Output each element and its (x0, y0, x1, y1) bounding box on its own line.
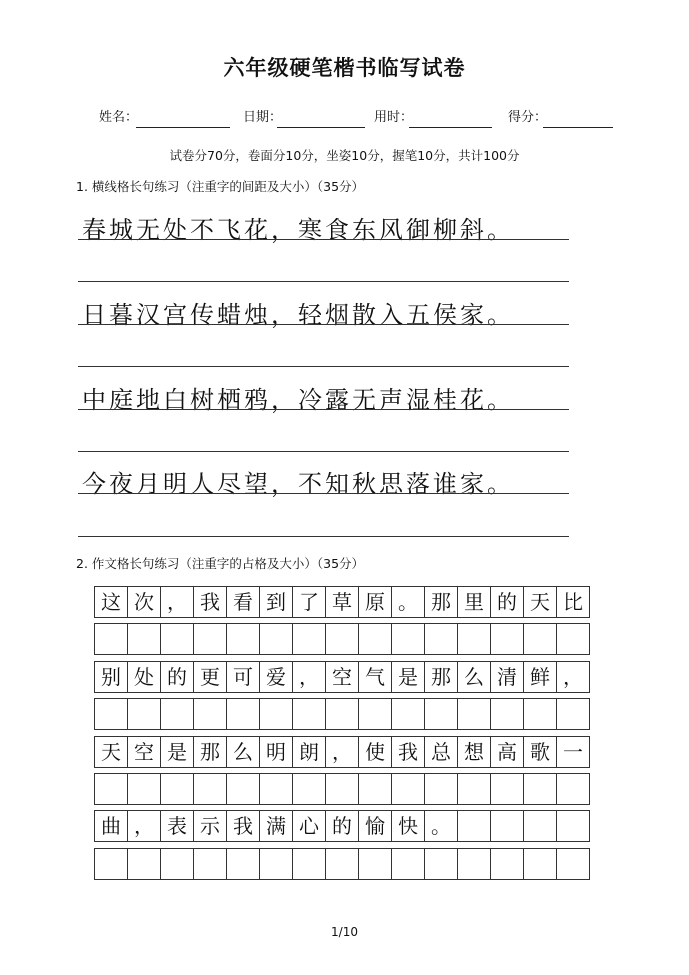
grid-cell: 空 (128, 737, 161, 767)
grid-cell (326, 849, 359, 879)
practice-line (78, 281, 569, 282)
grid-cell: 的 (326, 811, 359, 841)
grid-cell (194, 774, 227, 804)
grid-cell (293, 624, 326, 654)
grid-row (94, 810, 590, 842)
grid-cell: 的 (161, 662, 194, 692)
grid-cell (128, 774, 161, 804)
grid-cell: 总 (425, 737, 458, 767)
grid-cell: 歌 (524, 737, 557, 767)
grid-cell: 空 (326, 662, 359, 692)
grid-cell: ， (161, 587, 194, 617)
grid-cell: 天 (524, 587, 557, 617)
grid-cell: 示 (194, 811, 227, 841)
grid-cell (260, 774, 293, 804)
grid-cell (491, 774, 524, 804)
grid-cell: 别 (95, 662, 128, 692)
grid-cell (161, 699, 194, 729)
grid-cell (557, 849, 590, 879)
grid-row (94, 623, 590, 655)
grid-cell (557, 774, 590, 804)
grid-cell: ， (293, 662, 326, 692)
grid-cell: 天 (95, 737, 128, 767)
grid-cell: 更 (194, 662, 227, 692)
grid-cell (95, 699, 128, 729)
grid-cell (458, 774, 491, 804)
grid-cell (227, 774, 260, 804)
grid-cell: 了 (293, 587, 326, 617)
poem-line-4: 今夜月明人尽望，不知秋思落谁家。 (82, 470, 514, 498)
poem-line-2: 日暮汉宫传蜡烛，轻烟散入五侯家。 (82, 301, 514, 329)
grid-cell (326, 774, 359, 804)
grid-row (94, 698, 590, 730)
grid-cell (293, 774, 326, 804)
grid-cell: 使 (359, 737, 392, 767)
grid-cell: 。 (425, 811, 458, 841)
grid-cell (458, 849, 491, 879)
grid-cell (161, 849, 194, 879)
grid-cell (392, 699, 425, 729)
grid-cell (491, 811, 524, 841)
grid-cell: 是 (161, 737, 194, 767)
grid-cell (161, 624, 194, 654)
grid-cell (557, 699, 590, 729)
grid-cell (326, 624, 359, 654)
grid-cell: 看 (227, 587, 260, 617)
poem-line-1: 春城无处不飞花，寒食东风御柳斜。 (82, 216, 514, 244)
grid-cell: 可 (227, 662, 260, 692)
date-blank (277, 127, 365, 128)
grid-cell: 。 (392, 587, 425, 617)
grid-cell (161, 774, 194, 804)
grid-cell: 一 (557, 737, 590, 767)
name-label: 姓名： (99, 110, 139, 125)
grid-cell (194, 624, 227, 654)
name-blank (136, 127, 230, 128)
grid-cell (524, 811, 557, 841)
poem-line-3: 中庭地白树栖鸦，冷露无声湿桂花。 (82, 386, 514, 414)
grid-cell: 到 (260, 587, 293, 617)
grid-cell: 么 (227, 737, 260, 767)
grid-cell (458, 699, 491, 729)
grid-cell: 么 (458, 662, 491, 692)
grid-cell: 愉 (359, 811, 392, 841)
grid-cell (293, 699, 326, 729)
grid-cell: 明 (260, 737, 293, 767)
grid-cell (524, 699, 557, 729)
grid-cell (227, 699, 260, 729)
grid-cell: 鲜 (524, 662, 557, 692)
grid-cell (260, 699, 293, 729)
practice-line (78, 239, 569, 240)
grid-cell (392, 774, 425, 804)
grid-cell: ， (557, 662, 590, 692)
score-blank (543, 127, 613, 128)
grid-cell (359, 624, 392, 654)
grid-cell (557, 811, 590, 841)
grid-cell (326, 699, 359, 729)
grid-row (94, 586, 590, 618)
grid-row (94, 661, 590, 693)
page-number: 1/10 (331, 925, 358, 939)
grid-cell (293, 849, 326, 879)
grid-cell (227, 849, 260, 879)
grid-cell: 高 (491, 737, 524, 767)
grid-cell (359, 849, 392, 879)
grid-cell: ， (128, 811, 161, 841)
time-blank (409, 127, 492, 128)
grid-cell (359, 699, 392, 729)
practice-line (78, 324, 569, 325)
grid-cell: 我 (392, 737, 425, 767)
grid-cell (128, 624, 161, 654)
grid-cell: 比 (557, 587, 590, 617)
grid-cell: 那 (425, 587, 458, 617)
grid-cell (359, 774, 392, 804)
grid-cell (425, 699, 458, 729)
grid-cell: 朗 (293, 737, 326, 767)
page-title: 六年级硬笔楷书临写试卷 (223, 56, 466, 80)
grid-cell (458, 624, 491, 654)
scoring-rules: 试卷分70分，卷面分10分，坐姿10分，握笔10分，共计100分 (169, 148, 520, 163)
practice-line (78, 366, 569, 367)
grid-cell (524, 774, 557, 804)
grid-cell: 这 (95, 587, 128, 617)
grid-cell: ， (326, 737, 359, 767)
grid-cell (128, 699, 161, 729)
grid-cell (491, 624, 524, 654)
practice-line (78, 493, 569, 494)
grid-cell (425, 624, 458, 654)
grid-cell (392, 849, 425, 879)
grid-cell (260, 624, 293, 654)
grid-cell: 清 (491, 662, 524, 692)
grid-cell: 原 (359, 587, 392, 617)
grid-cell (491, 849, 524, 879)
grid-row (94, 736, 590, 768)
grid-cell (392, 624, 425, 654)
grid-cell (260, 849, 293, 879)
date-label: 日期： (243, 110, 283, 125)
score-label: 得分： (508, 110, 548, 125)
grid-cell: 心 (293, 811, 326, 841)
grid-cell: 表 (161, 811, 194, 841)
grid-cell: 里 (458, 587, 491, 617)
grid-cell (194, 849, 227, 879)
grid-cell (557, 624, 590, 654)
grid-cell (425, 849, 458, 879)
grid-cell (458, 811, 491, 841)
grid-cell: 的 (491, 587, 524, 617)
grid-cell: 想 (458, 737, 491, 767)
section2-heading: 2. 作文格长句练习（注重字的占格及大小）（35分） (76, 556, 365, 571)
grid-cell (524, 849, 557, 879)
grid-cell: 是 (392, 662, 425, 692)
grid-cell (95, 774, 128, 804)
grid-cell: 满 (260, 811, 293, 841)
practice-line (78, 536, 569, 537)
grid-cell (524, 624, 557, 654)
grid-row (94, 773, 590, 805)
practice-line (78, 409, 569, 410)
grid-cell (194, 699, 227, 729)
practice-line (78, 451, 569, 452)
grid-cell: 快 (392, 811, 425, 841)
grid-cell: 那 (194, 737, 227, 767)
time-label: 用时： (374, 110, 414, 125)
grid-cell: 气 (359, 662, 392, 692)
grid-cell: 草 (326, 587, 359, 617)
grid-cell: 次 (128, 587, 161, 617)
section1-heading: 1. 横线格长句练习（注重字的间距及大小）（35分） (76, 179, 365, 194)
grid-cell: 那 (425, 662, 458, 692)
grid-cell (227, 624, 260, 654)
grid-cell: 爱 (260, 662, 293, 692)
grid-row (94, 848, 590, 880)
grid-cell (95, 624, 128, 654)
grid-cell (95, 849, 128, 879)
grid-cell (425, 774, 458, 804)
grid-cell (491, 699, 524, 729)
grid-cell: 曲 (95, 811, 128, 841)
grid-cell: 我 (227, 811, 260, 841)
grid-cell: 处 (128, 662, 161, 692)
grid-cell: 我 (194, 587, 227, 617)
grid-cell (128, 849, 161, 879)
